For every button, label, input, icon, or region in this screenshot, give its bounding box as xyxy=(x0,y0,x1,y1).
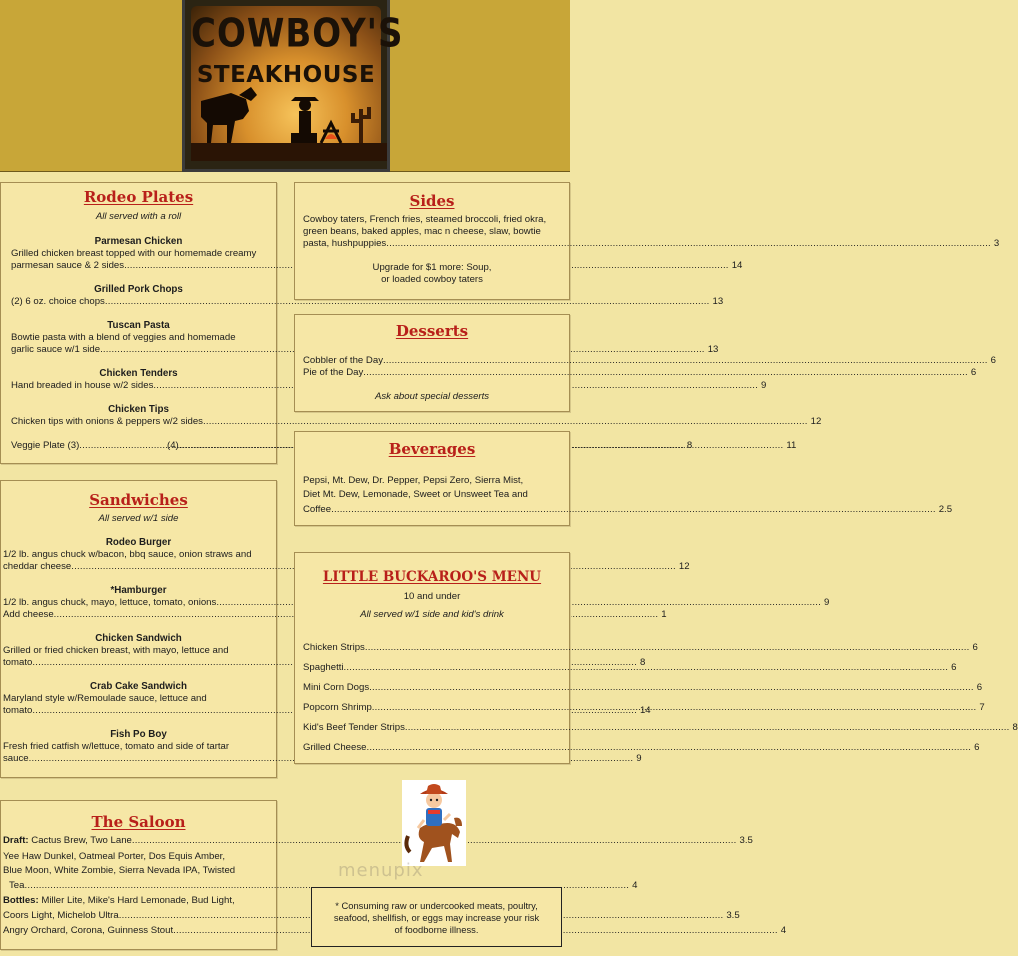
fish-po-boy-price: 9 xyxy=(636,753,642,764)
cowboy-silhouette-icon xyxy=(191,81,387,161)
kids-item-2-price: 6 xyxy=(951,662,957,673)
chicken-tips-name: Chicken Tips xyxy=(108,404,169,415)
sandwiches-title: Sandwiches xyxy=(89,491,188,509)
fish-po-boy-desc: Fresh fried catfish w/lettuce, tomato and side of tartar xyxy=(3,741,230,752)
beverages-title: Beverages xyxy=(388,440,476,458)
kids-item-1 xyxy=(303,642,978,654)
parmesan-chicken-price: 14 xyxy=(731,260,743,271)
sides-list-2: green beans, baked apples, mac n cheese, slaw, bowtie xyxy=(303,226,541,237)
kids-item-6-label: Grilled Cheese xyxy=(303,742,367,753)
kids-item-5-price: 8 xyxy=(1012,722,1018,733)
crab-cake-name: Crab Cake Sandwich xyxy=(90,681,187,692)
chicken-tenders-desc: Hand breaded in house w/2 sides xyxy=(11,380,154,391)
tuscan-pasta-price: 13 xyxy=(707,344,719,355)
sides-price-line xyxy=(303,238,1000,250)
tuscan-pasta-name: Tuscan Pasta xyxy=(107,320,170,331)
chicken-tips-desc: Chicken tips with onions & peppers w/2 sides xyxy=(11,416,203,427)
veggie-plate-3-price: 8 xyxy=(686,440,693,451)
dessert-item-2 xyxy=(303,367,977,379)
kid-cowboy-on-horse-icon xyxy=(402,780,466,866)
rodeo-burger-name: Rodeo Burger xyxy=(105,537,172,548)
fish-po-boy-price-line xyxy=(3,753,642,765)
bottles-line-1 xyxy=(3,895,235,907)
add-cheese-price: 1 xyxy=(661,609,667,620)
kids-menu-age: 10 and under xyxy=(403,591,461,602)
rodeo-burger-desc: 1/2 lb. angus chuck w/bacon, bbq sauce, onion straws and xyxy=(3,549,252,560)
draft-line-1 xyxy=(3,835,753,847)
chicken-sandwich-desc: Grilled or fried chicken breast, with mayo, lettuce and xyxy=(3,645,229,656)
sides-upgrade-2: or loaded cowboy taters xyxy=(381,274,483,285)
draft-beers-1: Cactus Brew, Two Lane xyxy=(31,835,132,846)
saloon-title: The Saloon xyxy=(91,813,186,831)
rodeo-burger-price-line xyxy=(3,561,690,573)
dessert-item-2-price: 6 xyxy=(970,367,977,378)
rodeo-burger-price: 12 xyxy=(678,561,690,572)
kids-item-1-price: 6 xyxy=(972,642,978,653)
draft-beers-2: Yee Haw Dunkel, Oatmeal Porter, Dos Equis Amber, xyxy=(3,851,226,862)
sides-upgrade-1: Upgrade for $1 more: Soup, xyxy=(372,262,492,273)
tuscan-pasta-desc-2: garlic sauce w/1 side xyxy=(11,344,101,355)
rodeo-plates-subtitle: All served with a roll xyxy=(95,211,182,222)
beverages-price-line xyxy=(303,504,953,516)
dessert-item-1 xyxy=(303,355,996,367)
draft-line-4 xyxy=(9,880,638,892)
sides-title: Sides xyxy=(409,192,455,210)
parmesan-chicken-desc-2: parmesan sauce & 2 sides xyxy=(11,260,125,271)
kids-item-5 xyxy=(303,722,1018,734)
sides-list-1: Cowboy taters, French fries, steamed broccoli, fried okra, xyxy=(303,214,547,225)
veggie-plate-4-label: (4) xyxy=(167,440,179,451)
header-banner xyxy=(0,0,570,172)
kids-item-1-label: Chicken Strips xyxy=(303,642,365,653)
draft-beers-4: Tea xyxy=(9,880,25,891)
kids-item-3-price: 6 xyxy=(976,682,983,693)
kids-item-5-label: Kid's Beef Tender Strips xyxy=(303,722,405,733)
watermark-text: menupix xyxy=(338,860,424,881)
bottles-price-1: 3.5 xyxy=(726,910,740,921)
kids-item-2-label: Spaghetti xyxy=(303,662,344,673)
hamburger-price: 9 xyxy=(823,597,830,608)
chicken-sandwich-price: 8 xyxy=(639,657,646,668)
kids-item-3 xyxy=(303,682,983,694)
kids-item-6-price: 6 xyxy=(974,742,980,753)
chicken-tenders-price-line xyxy=(11,380,767,392)
hamburger-desc: 1/2 lb. angus chuck, mayo, lettuce, tomato, onions xyxy=(3,597,217,608)
fish-po-boy-name: Fish Po Boy xyxy=(110,729,167,740)
dessert-item-1-label: Cobbler of the Day xyxy=(303,355,383,366)
restaurant-logo xyxy=(182,0,404,172)
kids-item-2 xyxy=(303,662,957,674)
dessert-item-2-label: Pie of the Day xyxy=(303,367,364,378)
sides-price: 3 xyxy=(993,238,1000,249)
draft-price-2: 4 xyxy=(632,880,638,891)
sides-list-3: pasta, hushpuppies xyxy=(303,238,387,249)
fish-po-boy-desc-2: sauce xyxy=(3,753,29,764)
kids-item-4-price: 7 xyxy=(979,702,985,713)
draft-label: Draft: xyxy=(3,835,29,846)
add-cheese-label: Add cheese xyxy=(3,609,54,620)
bottles-label: Bottles: xyxy=(3,895,39,906)
bottles-beers-1: Miller Lite, Mike's Hard Lemonade, Bud Light, xyxy=(41,895,235,906)
rodeo-burger-desc-2: cheddar cheese xyxy=(3,561,72,572)
bottles-beers-2: Coors Light, Michelob Ultra xyxy=(3,910,119,921)
chicken-sandwich-name: Chicken Sandwich xyxy=(95,633,182,644)
chicken-tips-price: 12 xyxy=(810,416,822,427)
chicken-tenders-name: Chicken Tenders xyxy=(99,368,178,379)
dessert-item-1-price: 6 xyxy=(990,355,996,366)
pork-chops-name: Grilled Pork Chops xyxy=(94,284,183,295)
crab-cake-price: 14 xyxy=(639,705,651,716)
food-safety-warning xyxy=(311,887,562,947)
desserts-note: Ask about special desserts xyxy=(374,391,490,402)
logo-sign xyxy=(191,6,404,161)
tuscan-pasta-desc: Bowtie pasta with a blend of veggies and homemade xyxy=(11,332,236,343)
beverages-list-3: Coffee xyxy=(303,504,332,515)
bottles-beers-3: Angry Orchard, Corona, Guinness Stout xyxy=(3,925,174,936)
rodeo-plates-title: Rodeo Plates xyxy=(83,188,194,206)
parmesan-chicken-desc: Grilled chicken breast topped with our homemade creamy xyxy=(11,248,257,259)
kids-item-6 xyxy=(303,742,980,754)
draft-beers-3: Blue Moon, White Zombie, Sierra Nevada IPA, Twisted xyxy=(3,865,236,876)
desserts-title: Desserts xyxy=(395,322,469,340)
chicken-tips-price-line xyxy=(11,416,822,428)
pork-chops-price: 13 xyxy=(712,296,724,307)
warning-line-3: of foodborne illness. xyxy=(394,924,479,935)
beverages-list-1: Pepsi, Mt. Dew, Dr. Pepper, Pepsi Zero, Sierra Mist, xyxy=(303,475,524,486)
logo-line-1: COWBOY'S xyxy=(191,11,404,57)
kids-item-4-label: Popcorn Shrimp xyxy=(303,702,372,713)
kids-menu-title: LITTLE BUCKAROO'S MENU xyxy=(322,569,542,585)
logo-line-2: STEAKHOUSE xyxy=(196,62,376,88)
pork-chops-price-line xyxy=(11,296,724,308)
hamburger-price-line xyxy=(3,597,830,609)
chicken-sandwich-desc-2: tomato xyxy=(3,657,33,668)
sandwiches-subtitle: All served w/1 side xyxy=(98,513,179,524)
tuscan-pasta-price-line xyxy=(11,344,719,356)
beverages-list-2: Diet Mt. Dew, Lemonade, Sweet or Unsweet Tea and xyxy=(303,489,528,500)
crab-cake-desc-2: tomato xyxy=(3,705,33,716)
pork-chops-desc: (2) 6 oz. choice chops xyxy=(11,296,105,307)
parmesan-chicken-name: Parmesan Chicken xyxy=(94,236,183,247)
warning-line-2: seafood, shellfish, or eggs may increase your risk xyxy=(333,912,540,923)
veggie-plate-label: Veggie Plate (3) xyxy=(11,440,80,451)
warning-line-1: * Consuming raw or undercooked meats, poultry, xyxy=(335,900,538,911)
bottles-price-2: 4 xyxy=(780,925,787,936)
kids-item-3-label: Mini Corn Dogs xyxy=(303,682,370,693)
draft-price-1: 3.5 xyxy=(739,835,753,846)
beverages-price: 2.5 xyxy=(938,504,953,515)
crab-cake-desc: Maryland style w/Remoulade sauce, lettuce and xyxy=(3,693,207,704)
kids-menu-subtitle: All served w/1 side and kid's drink xyxy=(360,609,504,620)
chicken-tenders-price: 9 xyxy=(761,380,767,391)
veggie-plate-4-price: 11 xyxy=(786,440,797,451)
hamburger-name: *Hamburger xyxy=(110,585,167,596)
